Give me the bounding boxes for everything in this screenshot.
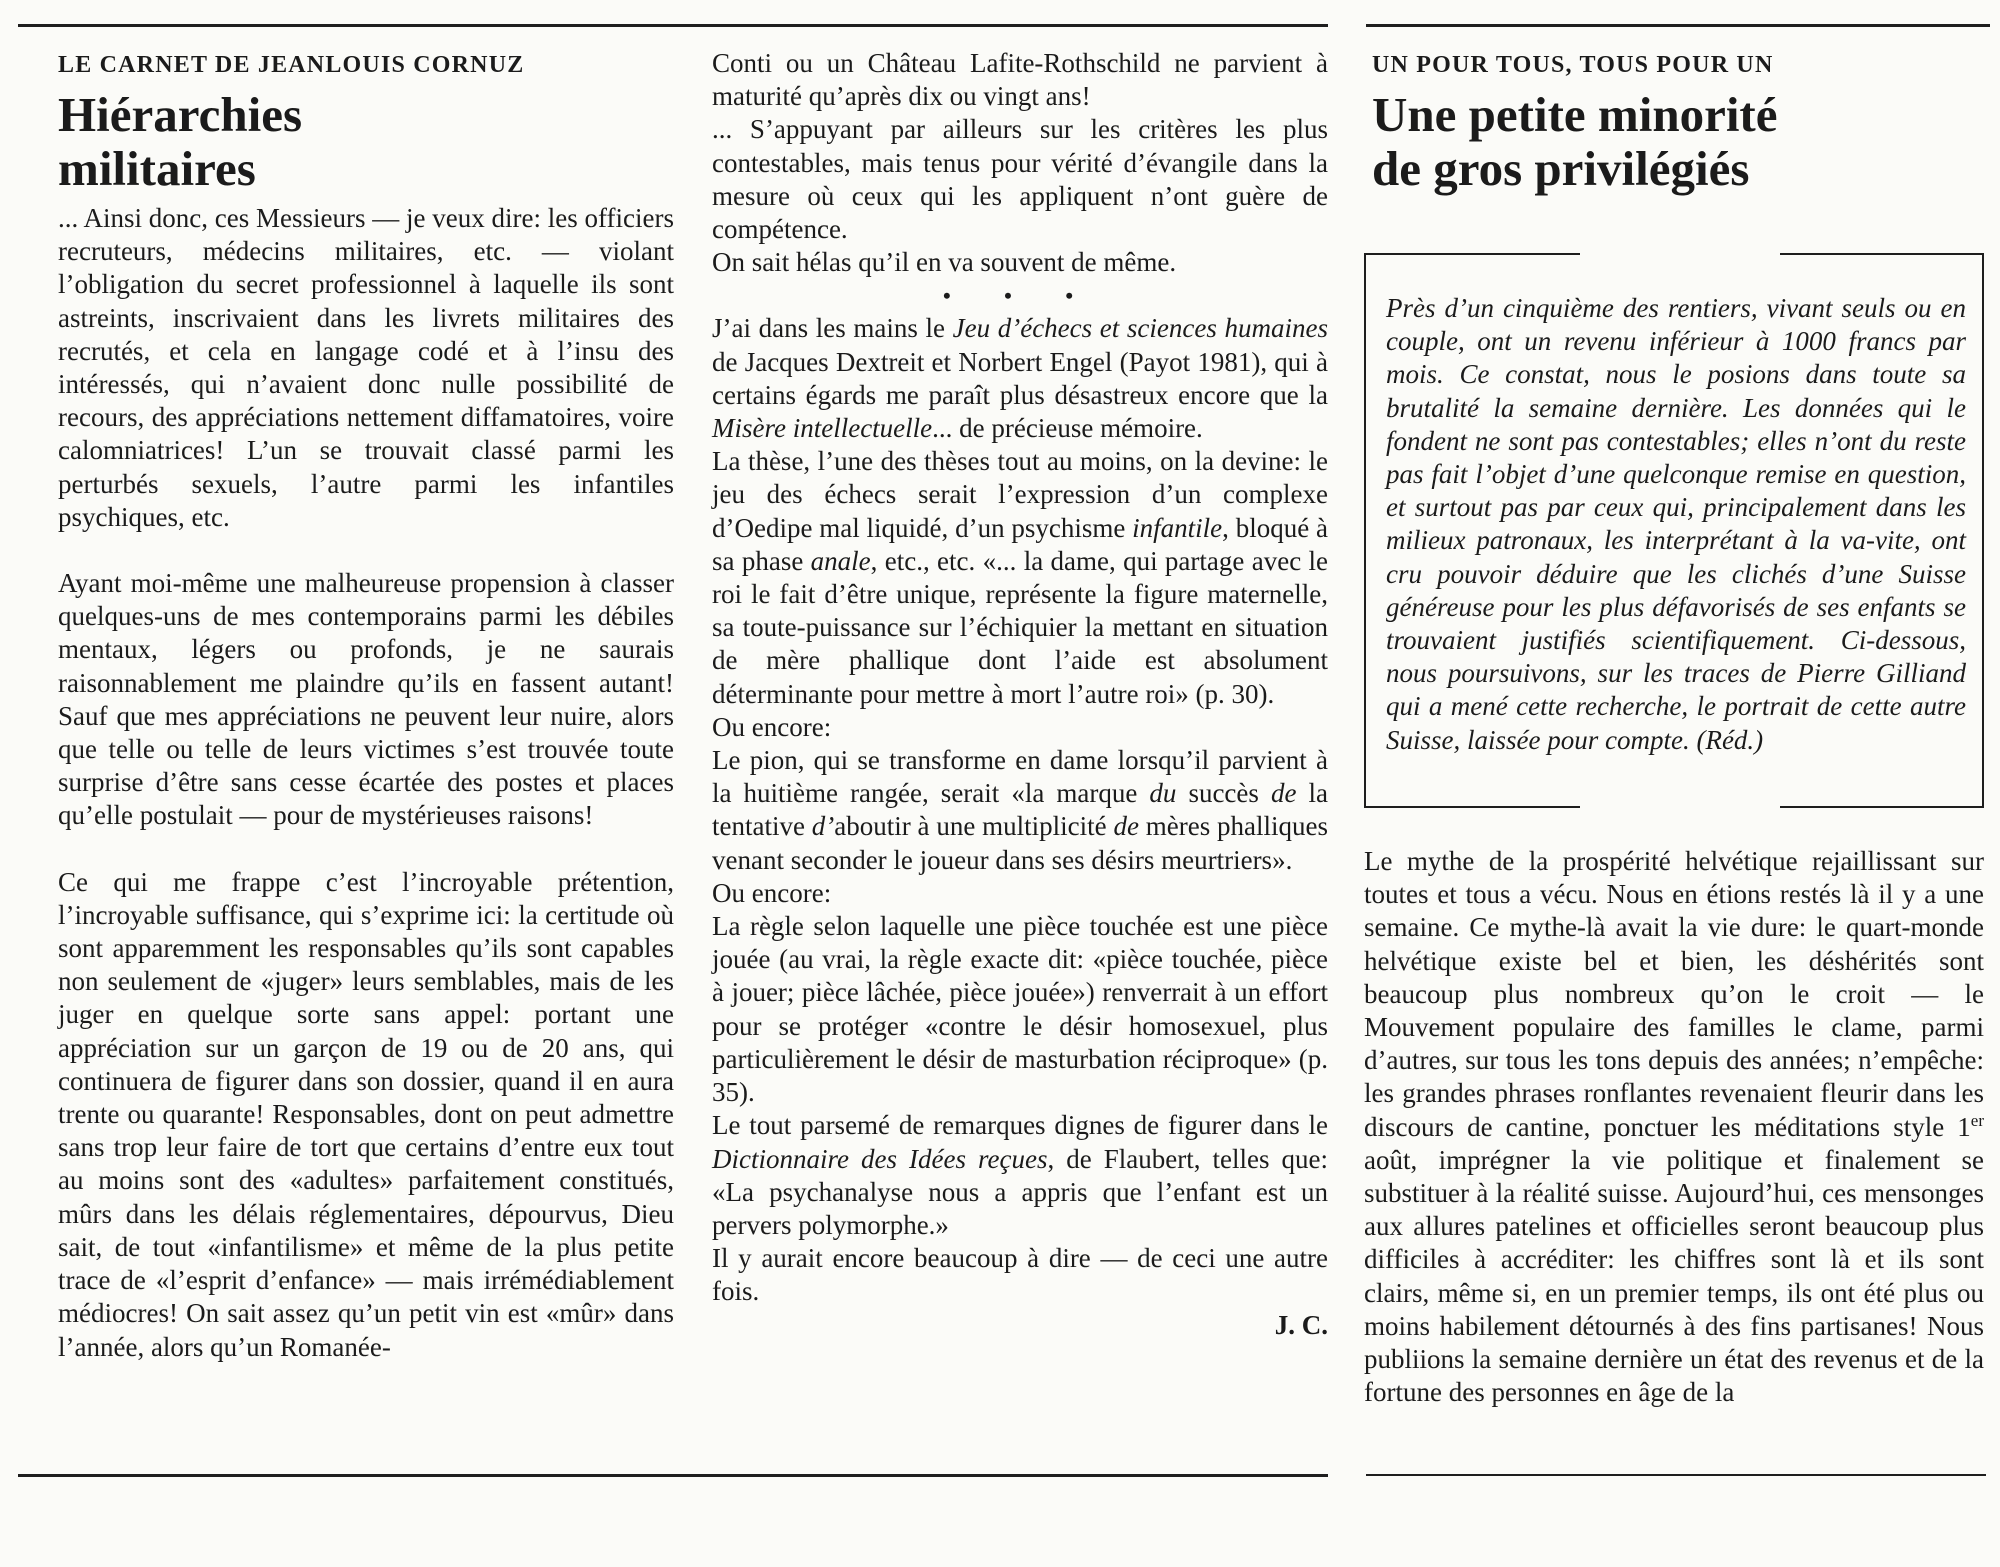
intro-box-text: Près d’un cinquième des rentiers, vivant seuls ou en couple, ont un revenu inférieur à 1000 francs par mois. Ce constat, nous le posions dans toute sa brutalité la semaine dernière. Les données qui le fondent ne sont pas contestables; elles n’ont du reste pas fait l’objet d’une quelconque remise en question, et surtout pas par ceux qui, principalement dans les milieux patronaux, les interprétant à la va-vite, ont cru pouvoir déduire que les clichés d’une Suisse généreuse pour les plus défavorisés de ses enfants se trouvaient justifiés scientifiquement. Ci-dessous, nous poursuivons, sur les traces de Pierre Gilliand qui a mené cette recherche, le portrait de cette autre Suisse, laissée pour compte. (Réd.) — [1386, 293, 1966, 755]
top-rule-left — [18, 24, 1328, 27]
left-headline-line2: militaires — [58, 141, 256, 196]
ou-encore-1: Ou encore: — [712, 711, 832, 742]
intro-box — [1364, 253, 1984, 808]
left-paragraph-1: ... Ainsi donc, ces Messieurs — je veux dire: les officiers recruteurs, médecins militaires, etc. — violant l’obligation du secret professionnel à laquelle ils sont astreints, inscrivaient dans les livrets militaires des recrutés, et cela en langage codé et à l’insu des intéressés, qui n’avaient donc nulle possibilité de recours, des appréciations nettement diffamatoires, voire calomniatrices! L’un se trouvait classé parmi les perturbés sexuels, l’autre parmi les infantiles psychiques, etc. — [58, 203, 674, 532]
right-kicker: UN POUR TOUS, TOUS POUR UN — [1372, 52, 1774, 78]
right-article-header — [1372, 50, 1984, 202]
col2-paragraph-1: Conti ou un Château Lafite-Rothschild ne parvient à maturité qu’après dix ou vingt ans! — [712, 48, 1328, 112]
superscript-er: er — [1970, 1110, 1984, 1130]
right-headline-line2: de gros privilégiés — [1372, 141, 1750, 196]
intro-box-bottom-gap — [1580, 804, 1780, 810]
intro-box-top-gap — [1580, 250, 1780, 256]
left-headline — [58, 88, 674, 196]
ou-encore-2: Ou encore: — [712, 877, 832, 908]
right-body-paragraph: Le mythe de la prospérité helvétique rejaillissant sur toutes et tous a vécu. Nous en étions restés là il y a une semaine. Ce mythe-là avait la vie dure: le quart-monde helvétique existe bel et bien, les déshérités sont beaucoup plus nombreux qu’on le croit — le Mouvement populaire des familles le clame, parmi d’autres, sur tous les tons depuis des années; n’empêche: les grandes phrases ronflantes revenaient fleurir dans les discours de cantine, ponctuer les méditations style 1er août, imprégner la vie politique et finalement se substituer à la réalité suisse. Aujourd’hui, ces mensonges aux allures patelines et officielles seront beaucoup plus difficiles à accréditer: les chiffres sont là et ils sont clairs, même si, en un premier temps, ils ont été plus ou moins habilement détournés à des fins partisanes! Nous publiions la semaine dernière un état des revenus et de la fortune des personnes en âge de la — [1364, 846, 1984, 1408]
bottom-rule-left — [18, 1474, 1328, 1477]
these-paragraph: La thèse, l’une des thèses tout au moins, on la devine: le jeu des échecs serait l’expression d’un complexe d’Oedipe mal liquidé, d’un psychisme infantile, bloqué à sa phase anale, etc., etc. «... la dame, qui partage avec le roi le fait d’être unique, représente la figure maternelle, sa toute-puissance sur l’échiquier la mettant en situation de mère phallique dont l’aide est absolument déterminante pour mettre à mort l’autre roi» (p. 30). — [712, 446, 1329, 709]
pion-paragraph: Le pion, qui se transforme en dame lorsqu’il parvient à la huitième rangée, serait «la marque du succès de la tentative d’aboutir à une multiplicité de mères phalliques venant seconder le joueur dans ses désirs meurtriers». — [712, 745, 1328, 875]
book-title-2: Misère intellectuelle — [712, 413, 933, 444]
left-paragraph-2: Ayant moi-même une malheureuse propension à classer quelques-uns de mes contemporains parmi les débiles mentaux, légers ou profonds, je ne saurais raisonnablement me plaindre qu’ils en fassent autant! Sauf que mes appréciations ne peuvent leur nuire, alors que telle ou telle de leurs victimes s’est trouvée toute surprise d’être sans cesse écartée des postes et places qu’elle postulait — pour de mystérieuses raisons! — [58, 568, 674, 831]
right-headline-line1: Une petite minorité — [1372, 87, 1778, 142]
section-separator: • • • — [942, 283, 1098, 309]
closing-paragraph: Il y aurait encore beaucoup à dire — de ceci une autre fois. — [712, 1243, 1328, 1307]
left-article-column-1 — [58, 50, 674, 1364]
signature: J. C. — [1274, 1309, 1328, 1340]
col2-paragraph-3: On sait hélas qu’il en va souvent de même. — [712, 247, 1177, 278]
right-article-body — [1364, 845, 1984, 1409]
dict-title: Dictionnaire des Idées reçues — [712, 1143, 1048, 1174]
bottom-rule-right — [1366, 1474, 1986, 1476]
left-kicker: LE CARNET DE JEANLOUIS CORNUZ — [58, 52, 525, 78]
top-rule-right — [1366, 24, 1990, 27]
right-headline — [1372, 88, 1984, 196]
book-title: Jeu d’échecs et sciences humaines — [952, 313, 1328, 344]
left-article-column-2 — [712, 47, 1328, 1342]
book-paragraph: J’ai dans les mains le Jeu d’échecs et sciences humaines de Jacques Dextreit et Norbert Engel (Payot 1981), qui à certains égards me paraît plus désastreux encore que la Misère intellectuelle... de précieuse mémoire. — [712, 313, 1328, 444]
left-paragraph-3: Ce qui me frappe c’est l’incroyable prétention, l’incroyable suffisance, qui s’exprime ici: la certitude où sont apparemment les responsables qu’ils sont capables non seulement de «juger» leurs semblables, mais de les juger en quelque sorte sans appel: portant une appréciation sur un garçon de 19 ou de 20 ans, qui continuera de figurer dans son dossier, quand il en aura trente ou quarante! Responsables, dont on peut admettre sans trop leur faire de tort que certains d’entre eux tout au moins sont des «adultes» parfaitement constitués, mûrs dans les délais réglementaires, dépourvus, Dieu sait, de tout «infantilisme» et même de la plus petite trace de «l’esprit d’enfance» — mais irrémédiablement médiocres! On sait assez qu’un petit vin est «mûr» dans l’année, alors qu’un Romanée- — [58, 866, 674, 1362]
dict-paragraph: Le tout parsemé de remarques dignes de figurer dans le Dictionnaire des Idées reçues, de Flaubert, telles que: «La psychanalyse nous a appris que l’enfant est un pervers polymorphe.» — [712, 1110, 1328, 1240]
left-headline-line1: Hiérarchies — [58, 87, 303, 142]
col2-paragraph-2: ... S’appuyant par ailleurs sur les critères les plus contestables, mais tenus pour vérité d’évangile dans la mesure où ceux qui les appliquent n’ont guère de compétence. — [712, 114, 1328, 245]
regle-paragraph: La règle selon laquelle une pièce touchée est une pièce jouée (au vrai, la règle exacte dit: «pièce touchée, pièce à jouer; pièce lâchée, pièce jouée») renverrait à un effort pour se protéger «contre le désir homosexuel, plus particulièrement le désir de masturbation réciproque» (p. 35). — [712, 911, 1328, 1108]
